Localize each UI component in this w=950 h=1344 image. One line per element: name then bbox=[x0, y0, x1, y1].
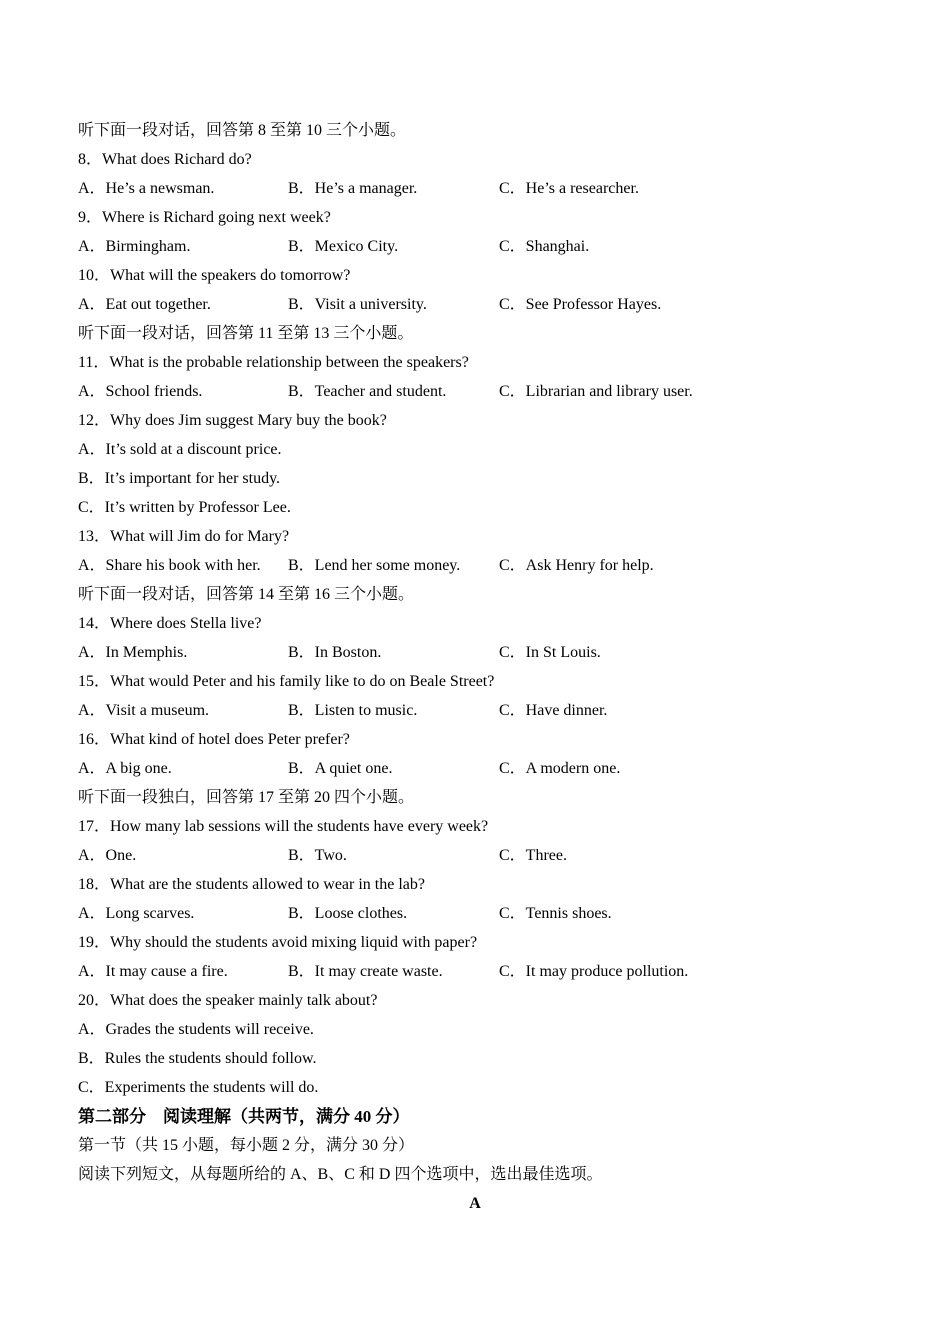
option-a: A．Birmingham. bbox=[78, 238, 191, 255]
option-b: B．It may create waste. bbox=[288, 963, 443, 980]
option-c: C．Shanghai. bbox=[499, 238, 590, 255]
option-a: A．He’s a newsman. bbox=[78, 180, 215, 197]
option-row bbox=[78, 377, 878, 406]
option-a: A．A big one. bbox=[78, 760, 172, 777]
text-line: C．Experiments the students will do. bbox=[78, 1079, 319, 1096]
text-line: 14．Where does Stella live? bbox=[78, 615, 262, 632]
text-line: 15．What would Peter and his family like to do on Beale Street? bbox=[78, 673, 495, 690]
option-b: B．In Boston. bbox=[288, 644, 382, 661]
option-row bbox=[78, 899, 878, 928]
text-line: A．Grades the students will receive. bbox=[78, 1021, 314, 1038]
option-c: C．He’s a researcher. bbox=[499, 180, 639, 197]
option-c: C．It may produce pollution. bbox=[499, 963, 689, 980]
option-a: A．One. bbox=[78, 847, 137, 864]
text-line: 听下面一段对话，回答第 11 至第 13 三个小题。 bbox=[78, 325, 414, 342]
text-line: C．It’s written by Professor Lee. bbox=[78, 499, 291, 516]
text-line: 19．Why should the students avoid mixing liquid with paper? bbox=[78, 934, 478, 951]
option-b: B．He’s a manager. bbox=[288, 180, 418, 197]
option-c: C．Have dinner. bbox=[499, 702, 608, 719]
text-line: 8．What does Richard do? bbox=[78, 151, 252, 168]
text-line: 16．What kind of hotel does Peter prefer? bbox=[78, 731, 350, 748]
text-line: 阅读下列短文，从每题所给的 A、B、C 和 D 四个选项中，选出最佳选项。 bbox=[78, 1166, 603, 1183]
option-a: A．School friends. bbox=[78, 383, 203, 400]
text-line: 11．What is the probable relationship between the speakers? bbox=[78, 354, 469, 371]
text-line: 20．What does the speaker mainly talk about? bbox=[78, 992, 378, 1009]
option-a: A．In Memphis. bbox=[78, 644, 188, 661]
text-line: A．It’s sold at a discount price. bbox=[78, 441, 282, 458]
option-row bbox=[78, 957, 878, 986]
exam-page bbox=[78, 116, 878, 1218]
option-row bbox=[78, 174, 878, 203]
option-a: A．It may cause a fire. bbox=[78, 963, 228, 980]
option-b: B．Lend her some money. bbox=[288, 557, 461, 574]
text-line: 听下面一段对话，回答第 8 至第 10 三个小题。 bbox=[78, 122, 407, 139]
option-a: A．Share his book with her. bbox=[78, 557, 261, 574]
option-b: B．Teacher and student. bbox=[288, 383, 447, 400]
text-line: B．It’s important for her study. bbox=[78, 470, 281, 487]
text-line: 第一节（共 15 小题，每小题 2 分，满分 30 分） bbox=[78, 1137, 415, 1154]
text-line: B．Rules the students should follow. bbox=[78, 1050, 317, 1067]
option-b: B．Two. bbox=[288, 847, 347, 864]
option-c: C．Ask Henry for help. bbox=[499, 557, 654, 574]
option-b: B．Loose clothes. bbox=[288, 905, 408, 922]
text-line: 13．What will Jim do for Mary? bbox=[78, 528, 290, 545]
option-row bbox=[78, 696, 878, 725]
text-line: 9．Where is Richard going next week? bbox=[78, 209, 331, 226]
option-c: C．Tennis shoes. bbox=[499, 905, 612, 922]
option-c: C．In St Louis. bbox=[499, 644, 601, 661]
option-b: B．Mexico City. bbox=[288, 238, 399, 255]
option-c: C．Three. bbox=[499, 847, 567, 864]
option-a: A．Visit a museum. bbox=[78, 702, 210, 719]
option-b: B．Listen to music. bbox=[288, 702, 418, 719]
option-row bbox=[78, 290, 878, 319]
option-row bbox=[78, 841, 878, 870]
option-c: C．A modern one. bbox=[499, 760, 621, 777]
option-a: A．Eat out together. bbox=[78, 296, 211, 313]
option-b: B．Visit a university. bbox=[288, 296, 427, 313]
option-b: B．A quiet one. bbox=[288, 760, 393, 777]
text-line: 听下面一段对话，回答第 14 至第 16 三个小题。 bbox=[78, 586, 415, 603]
passage-label: A bbox=[469, 1195, 481, 1212]
text-line: 听下面一段独白，回答第 17 至第 20 四个小题。 bbox=[78, 789, 415, 806]
option-c: C．Librarian and library user. bbox=[499, 383, 693, 400]
option-row bbox=[78, 551, 878, 580]
text-line: 12．Why does Jim suggest Mary buy the book? bbox=[78, 412, 387, 429]
option-c: C．See Professor Hayes. bbox=[499, 296, 662, 313]
option-row bbox=[78, 232, 878, 261]
section-heading: 第二部分 阅读理解（共两节，满分 40 分） bbox=[78, 1107, 410, 1126]
option-a: A．Long scarves. bbox=[78, 905, 195, 922]
text-line: 17．How many lab sessions will the students have every week? bbox=[78, 818, 489, 835]
option-row bbox=[78, 638, 878, 667]
option-row bbox=[78, 754, 878, 783]
text-line: 10．What will the speakers do tomorrow? bbox=[78, 267, 351, 284]
text-line: 18．What are the students allowed to wear in the lab? bbox=[78, 876, 425, 893]
